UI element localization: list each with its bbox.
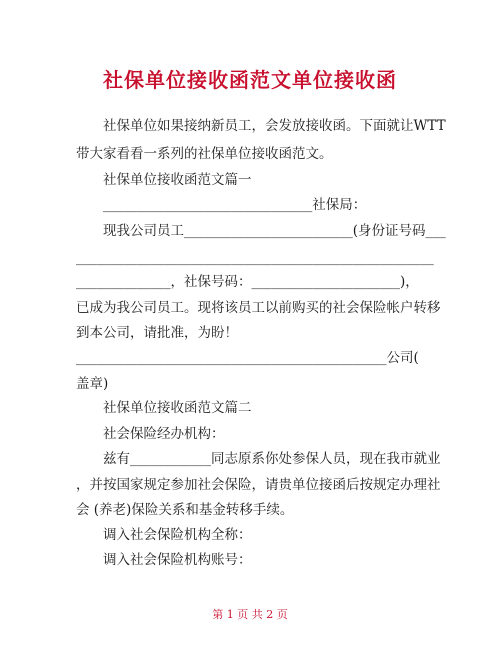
body-line: 兹有____________同志原系你处参保人员，现在我市就业 — [76, 451, 441, 467]
body-line: 会 (养老)保险关系和基金转移手续。 — [76, 502, 294, 518]
page-number-footer: 第 1 页 共 2 页 — [212, 608, 288, 621]
body-line: ，并按国家规定参加社会保险，请贵单位接函后按规定办理社 — [76, 477, 441, 493]
body-line: _______________________________社保局： — [76, 197, 367, 213]
body-line: ______________________________________________公司( — [76, 350, 419, 366]
body-line: 盖章) — [76, 376, 109, 392]
body-line: 到本公司，请批准，为盼！ — [76, 325, 238, 341]
body-line: _____________________________________________________ — [76, 250, 434, 266]
section-heading: 社保单位接收函范文篇二 — [76, 400, 252, 416]
body-line: 社保单位如果接纳新员工，会发放接收函。下面就让WTT — [76, 118, 446, 134]
body-line: 调入社会保险机构全称： — [76, 527, 252, 543]
body-line: 带大家看看一系列的社保单位接收函范文。 — [76, 146, 333, 162]
body-line: 调入社会保险机构账号： — [76, 552, 252, 568]
body-line: 已成为我公司员工。现将该员工以前购买的社会保险帐户转移 — [76, 300, 441, 316]
section-heading: 社保单位接收函范文篇一 — [76, 172, 252, 188]
body-line: ______________，社保号码：______________________)， — [76, 274, 419, 290]
document-title: 社保单位接收函范文单位接收函 — [103, 68, 397, 92]
body-line: 社会保险经办机构： — [76, 426, 225, 442]
body-line: 现我公司员工_________________________(身份证号码___ — [76, 223, 446, 239]
